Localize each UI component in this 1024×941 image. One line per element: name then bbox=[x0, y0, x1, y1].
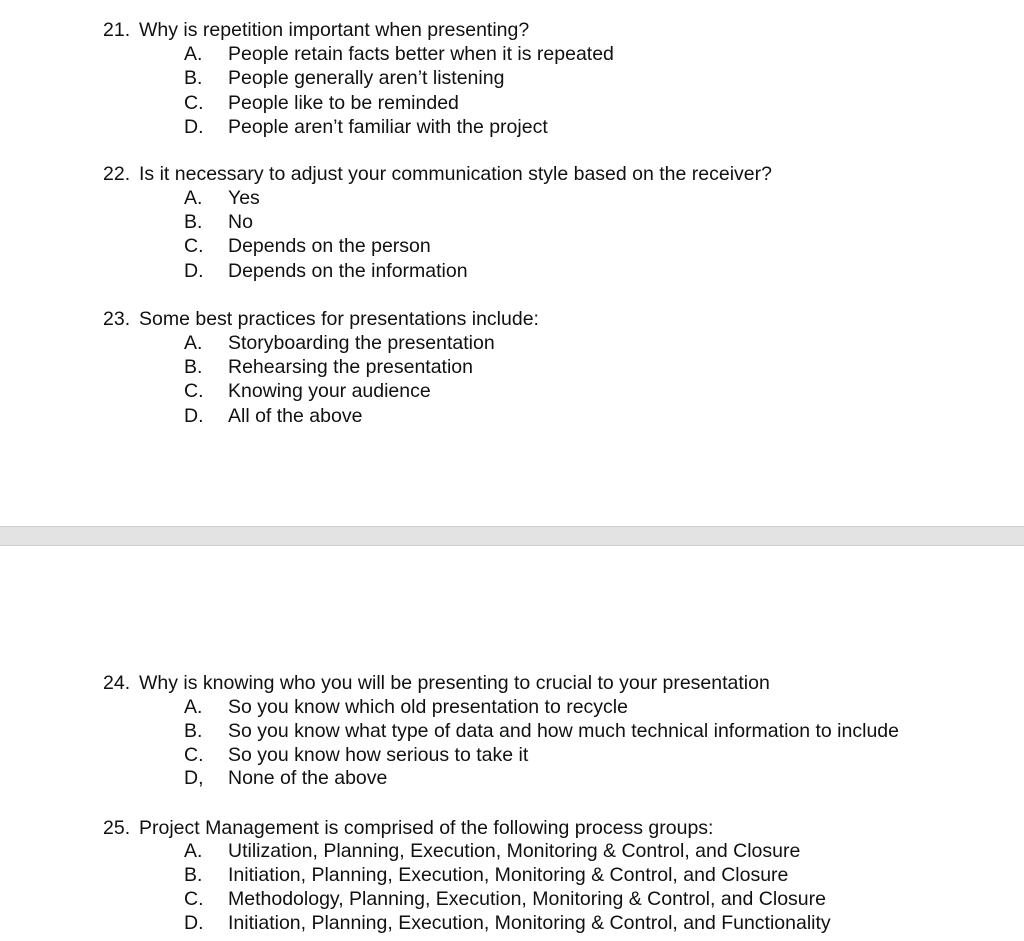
answer-option-b bbox=[184, 66, 504, 90]
option-letter: B. bbox=[184, 356, 203, 378]
answer-option-c bbox=[184, 887, 826, 911]
option-text: So you know which old presentation to recycle bbox=[228, 696, 628, 718]
option-text: Initiation, Planning, Execution, Monitoring & Control, and Functionality bbox=[228, 912, 831, 934]
option-text: Rehearsing the presentation bbox=[228, 356, 473, 378]
question-number: 21. bbox=[103, 19, 131, 41]
option-text: Initiation, Planning, Execution, Monitoring & Control, and Closure bbox=[228, 864, 789, 886]
question-number: 25. bbox=[103, 817, 131, 839]
answer-option-a bbox=[184, 331, 495, 355]
answer-option-b bbox=[184, 355, 473, 379]
question-stem bbox=[103, 162, 772, 186]
option-letter: D, bbox=[184, 767, 204, 789]
option-text: No bbox=[228, 211, 253, 233]
answer-option-b bbox=[184, 210, 253, 234]
option-text: People generally aren’t listening bbox=[228, 67, 505, 89]
question-stem bbox=[103, 671, 770, 695]
answer-option-b bbox=[184, 863, 788, 887]
answer-option-a bbox=[184, 695, 628, 719]
option-letter: D. bbox=[184, 912, 204, 934]
option-letter: D. bbox=[184, 116, 204, 138]
answer-option-a bbox=[184, 839, 800, 863]
option-text: So you know how serious to take it bbox=[228, 744, 529, 766]
answer-option-a bbox=[184, 42, 614, 66]
option-text: Depends on the person bbox=[228, 235, 431, 257]
document-page-2 bbox=[0, 546, 1024, 941]
option-letter: A. bbox=[184, 332, 203, 354]
question-number: 24. bbox=[103, 672, 131, 694]
answer-option-d bbox=[184, 766, 387, 790]
option-text: Knowing your audience bbox=[228, 380, 431, 402]
option-text: All of the above bbox=[228, 405, 363, 427]
answer-option-d bbox=[184, 115, 548, 139]
answer-option-a bbox=[184, 186, 260, 210]
option-text: So you know what type of data and how much technical information to include bbox=[228, 720, 899, 742]
option-text: People like to be reminded bbox=[228, 92, 459, 114]
option-letter: A. bbox=[184, 696, 203, 718]
option-letter: B. bbox=[184, 720, 203, 742]
question-number: 22. bbox=[103, 163, 131, 185]
page-separator bbox=[0, 526, 1024, 546]
answer-option-c bbox=[184, 743, 528, 767]
question-stem bbox=[103, 816, 713, 840]
answer-option-c bbox=[184, 234, 431, 258]
option-letter: C. bbox=[184, 744, 204, 766]
option-letter: A. bbox=[184, 187, 203, 209]
question-number: 23. bbox=[103, 308, 131, 330]
option-letter: A. bbox=[184, 840, 203, 862]
answer-option-c bbox=[184, 91, 459, 115]
question-text: Project Management is comprised of the following process groups: bbox=[139, 817, 714, 839]
answer-option-b bbox=[184, 719, 899, 743]
option-letter: B. bbox=[184, 67, 203, 89]
question-stem bbox=[103, 18, 529, 42]
option-letter: C. bbox=[184, 235, 204, 257]
question-text: Why is repetition important when presenting? bbox=[139, 19, 530, 41]
question-text: Is it necessary to adjust your communication style based on the receiver? bbox=[139, 163, 772, 185]
option-letter: C. bbox=[184, 380, 204, 402]
option-text: Utilization, Planning, Execution, Monitoring & Control, and Closure bbox=[228, 840, 801, 862]
option-letter: D. bbox=[184, 405, 204, 427]
option-letter: D. bbox=[184, 260, 204, 282]
option-letter: B. bbox=[184, 864, 203, 886]
answer-option-d bbox=[184, 911, 831, 935]
option-letter: C. bbox=[184, 92, 204, 114]
option-text: People retain facts better when it is repeated bbox=[228, 43, 614, 65]
question-text: Why is knowing who you will be presenting to crucial to your presentation bbox=[139, 672, 770, 694]
option-text: None of the above bbox=[228, 767, 388, 789]
answer-option-d bbox=[184, 404, 362, 428]
option-text: People aren’t familiar with the project bbox=[228, 116, 548, 138]
option-letter: B. bbox=[184, 211, 203, 233]
option-letter: A. bbox=[184, 43, 203, 65]
answer-option-d bbox=[184, 259, 468, 283]
answer-option-c bbox=[184, 379, 431, 403]
question-text: Some best practices for presentations include: bbox=[139, 308, 539, 330]
option-letter: C. bbox=[184, 888, 204, 910]
option-text: Storyboarding the presentation bbox=[228, 332, 495, 354]
option-text: Methodology, Planning, Execution, Monitoring & Control, and Closure bbox=[228, 888, 826, 910]
option-text: Depends on the information bbox=[228, 260, 468, 282]
option-text: Yes bbox=[228, 187, 260, 209]
question-stem bbox=[103, 307, 539, 331]
